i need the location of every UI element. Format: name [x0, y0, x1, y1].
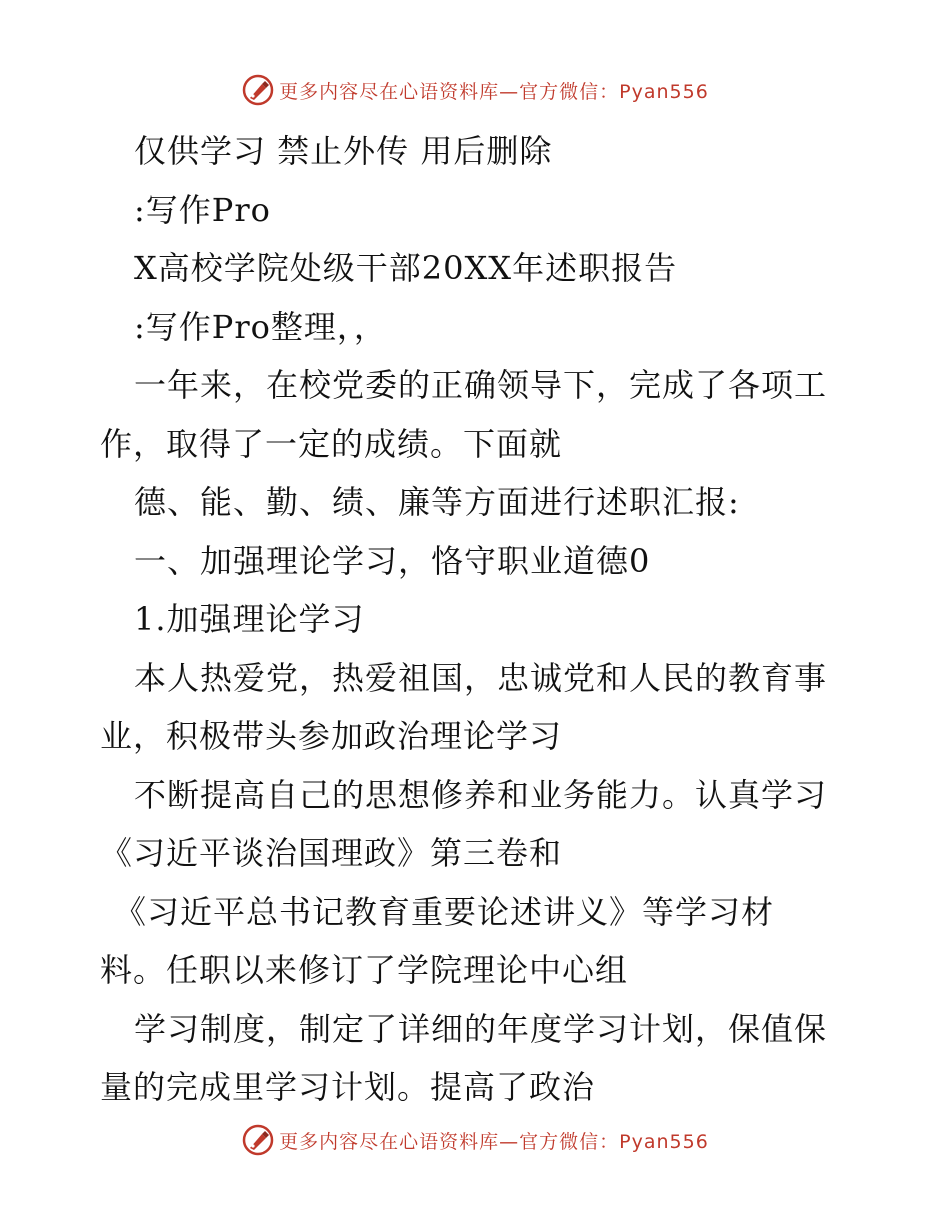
watermark-text: 更多内容尽在心语资料库—官方微信：Pyan556: [279, 1130, 709, 1153]
pen-nib-logo-icon: [241, 73, 275, 107]
document-body: [100, 122, 860, 1117]
paragraph-line: 德、能、勤、绩、廉等方面进行述职汇报:: [134, 483, 740, 521]
section-heading: 一、加强理论学习，恪守职业道德0: [134, 541, 651, 580]
paragraph-line: 料。任职以来修订了学院理论中心组: [100, 951, 629, 989]
document-title: X高校学院处级干部20XX年述职报告: [134, 249, 678, 287]
paragraph-line: 《习近平谈治国理政》第三卷和: [100, 834, 563, 872]
notice-line: 仅供学习 禁止外传 用后删除: [134, 132, 553, 170]
paragraph-line: 不断提高自己的思想修养和业务能力。认真学习: [134, 775, 828, 814]
paragraph-line: 业，积极带头参加政治理论学习: [100, 717, 563, 755]
paragraph-line: 《习近平总书记教育重要论述讲义》等学习材: [114, 892, 775, 931]
pen-nib-logo-icon: [241, 1123, 275, 1157]
subsection-heading: 1.加强理论学习: [134, 600, 365, 638]
paragraph-line: 量的完成里学习计划。提高了政治: [100, 1068, 596, 1106]
header-watermark: [0, 70, 950, 110]
watermark-text: 更多内容尽在心语资料库—官方微信：Pyan556: [279, 80, 709, 103]
paragraph-line: 本人热爱党，热爱祖国，忠诚党和人民的教育事: [134, 658, 828, 697]
author-line: :写作Pro: [134, 190, 271, 229]
paragraph-line: 作，取得了一定的成绩。下面就: [100, 424, 563, 463]
paragraph-line: 学习制度，制定了详细的年度学习计划，保值保: [134, 1009, 828, 1048]
compiled-by-line: :写作Pro整理，，: [134, 307, 387, 346]
paragraph-line: 一年来，在校党委的正确领导下，完成了各项工: [134, 366, 828, 404]
footer-watermark: [0, 1120, 950, 1160]
